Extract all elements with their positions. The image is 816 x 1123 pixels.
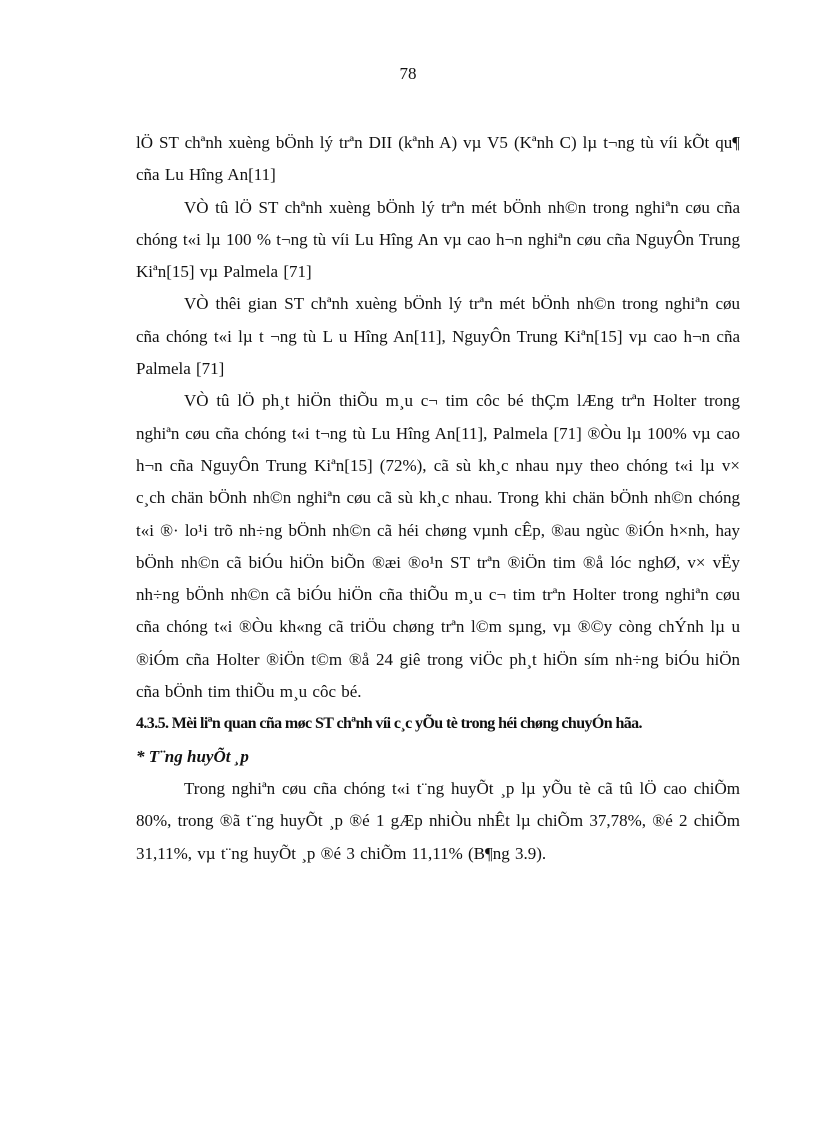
paragraph-st-depression-duration: VÒ thêi gian ST chªnh xuèng bÖnh lý trªn mét bÖnh nh©n trong nghiªn cøu cña chóng t«i lµ t ¬ng tù L u Hîng An[11], NguyÔn Trung Kiªn[15] vµ cao h¬n cña Palmela [71] [136,294,740,379]
paragraph-st-depression-rate: VÒ tû lÖ ST chªnh xuèng bÖnh lý trªn mét bÖnh nh©n trong nghiªn cøu cña chóng t«i lµ 100 % t¬ng tù víi Lu Hîng An vµ cao h¬n nghiªn cøu cña NguyÔn Trung Kiªn[15] vµ Palmela [71] [136,197,740,282]
paragraph-silent-ischemia-detection: VÒ tû lÖ ph¸t hiÖn thiÕu m¸u c¬ tim côc bé thÇm lÆng trªn Holter trong nghiªn cøu cña chóng t«i t¬ng tù Lu Hîng An[11], Palmela [71] ®Òu lµ 100% vµ cao h¬n cña NguyÔn Trung Kiªn[15] (72%), cã sù kh¸c nhau nµy theo chóng t«i lµ v× c¸ch chän bÖnh nh©n nghiªn cøu cã sù kh¸c nhau. Trong khi chän bÖnh nh©n chóng t«i ®· lo¹i trõ nh÷ng bÖnh nh©n cã héi chøng vµnh cÊp, ®au ngùc ®iÓn h×nh, hay bÖnh nh©n cã biÓu hiÖn biÕn ®æi ®o¹n ST trªn ®iÖn tim ®å lóc nghØ, v× vËy nh÷ng bÖnh nh©n cã biÓu hiÖn cña thiÕu m¸u c¬ tim trªn Holter trong nghiªn cøu cña chóng t«i ®Òu kh«ng cã triÖu chøng trªn l©m sµng, vµ ®©y còng chÝnh lµ u ®iÓm cña Holter ®iÖn t©m ®å 24 giê trong viÖc ph¸t hiÖn sím nh÷ng biÓu hiÖn cña bÖnh tim thiÕu m¸u côc bé. [136,391,740,702]
section-heading: 4.3.5. Mèi liªn quan cña møc ST chªnh víi c¸c yÕu tè trong héi chøng chuyÓn hãa. [136,715,642,733]
paragraph-st-depression-leads: lÖ ST chªnh xuèng bÖnh lý trªn DII (kªnh A) vµ V5 (Kªnh C) lµ t¬ng tù víi kÕt qu¶ cña Lu Hîng An[11] [136,133,740,185]
subsection-heading: * T¨ng huyÕt ¸p [136,746,249,766]
page-number: 78 [399,64,417,83]
page-body [136,127,740,870]
paragraph-hypertension: Trong nghiªn cøu cña chóng t«i t¨ng huyÕt ¸p lµ yÕu tè cã tû lÖ cao chiÕm 80%, trong ®ã t¨ng huyÕt ¸p ®é 1 gÆp nhiÒu nhÊt lµ chiÕm 37,78%, ®é 2 chiÕm 31,11%, vµ t¨ng huyÕt ¸p ®é 3 chiÕm 11,11% (B¶ng 3.9). [136,778,740,863]
